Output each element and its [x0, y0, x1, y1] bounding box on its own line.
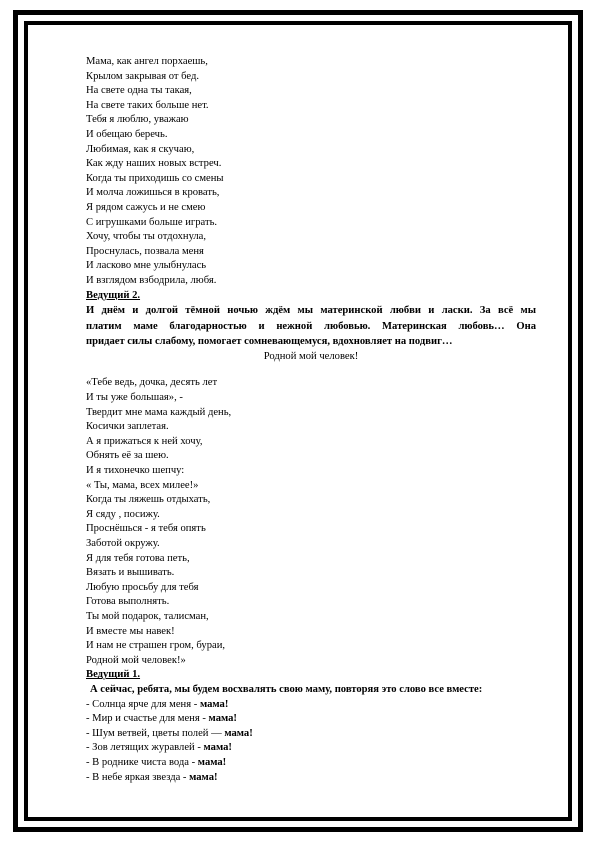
call-line — [86, 727, 536, 742]
poem-line: Я для тебя готова петь, — [86, 552, 190, 564]
poem-line: Когда ты приходишь со смены — [86, 172, 224, 184]
call-line — [86, 698, 536, 713]
response-word: мама! — [203, 742, 232, 754]
call-line — [86, 756, 536, 771]
poem-line: Тебя я люблю, уважаю — [86, 114, 189, 126]
speaker-heading-1: Ведущий 1. — [86, 669, 141, 681]
poem-line: И взглядом взбодрила, любя. — [86, 274, 217, 286]
poem-line: Как жду наших новых встреч. — [86, 158, 222, 170]
response-word: мама! — [199, 698, 229, 710]
speaker-heading-2: Ведущий 2. — [86, 289, 141, 301]
poem-line: Хочу, чтобы ты отдохнула, — [86, 231, 207, 243]
poem-line: Ты мой подарок, талисман, — [86, 610, 209, 622]
poem-line: И я тихонечко шепчу: — [86, 465, 185, 477]
poem-line: «Тебе ведь, дочка, десять лет — [86, 377, 218, 389]
poem-line: Проснулась, позвала меня — [86, 245, 204, 257]
poem-line: С игрушками больше играть. — [86, 216, 218, 228]
call-text: - Солнца ярче для меня - — [86, 698, 200, 710]
centered-line: Родной мой человек! — [263, 350, 359, 362]
poem-line: Родной мой человек!» — [86, 654, 186, 666]
response-word: мама! — [208, 713, 237, 725]
spacer — [86, 364, 536, 376]
poem-line: Я сяду , посижу. — [86, 508, 160, 520]
speaker-1-intro: А сейчас, ребята, мы будем восхвалять свою маму, повторяя это слово все вместе: — [90, 683, 483, 695]
call-line — [86, 741, 536, 756]
poem-daughter — [86, 376, 536, 668]
poem-line: Я рядом сажусь и не смею — [86, 201, 206, 213]
paragraph-line: придает силы слабому, помогает сомневающемуся, вдохновляет на подвиг… — [86, 336, 453, 348]
poem-line: И нам не страшен гром, бураи, — [86, 640, 226, 652]
poem-line: Твердит мне мама каждый день, — [86, 406, 232, 418]
poem-line: И обещаю беречь. — [86, 128, 168, 140]
speaker-2-paragraph — [86, 303, 536, 350]
poem-line: « Ты, мама, всех милее!» — [86, 479, 199, 491]
poem-mama-angel — [86, 55, 536, 289]
document-body — [86, 55, 536, 785]
poem-line: Обнять её за шею. — [86, 450, 169, 462]
poem-line: И вместе мы навек! — [86, 625, 175, 637]
poem-line: На свете таких больше нет. — [86, 99, 209, 111]
poem-line: И ласково мне улыбнулась — [86, 260, 207, 272]
call-text: - Мир и счастье для меня - — [86, 713, 209, 725]
poem-line: Косички заплетая. — [86, 421, 169, 433]
response-word: мама! — [189, 771, 218, 783]
poem-line: Готова выполнять. — [86, 596, 170, 608]
call-and-response-list — [86, 698, 536, 786]
poem-line: И ты уже большая», - — [86, 392, 183, 404]
poem-line: Мама, как ангел порхаешь, — [86, 56, 208, 67]
call-line — [86, 771, 536, 786]
call-text: - В роднике чиста вода - — [86, 756, 198, 768]
call-text: - Шум ветвей, цветы полей — — [86, 727, 225, 739]
call-line — [86, 712, 536, 727]
poem-line: Любимая, как я скучаю, — [86, 143, 195, 155]
poem-line: Крылом закрывая от бед. — [86, 70, 200, 82]
poem-line: Проснёшься - я тебя опять — [86, 523, 206, 535]
call-text: - В небе яркая звезда - — [86, 771, 190, 783]
poem-line: Любую просьбу для тебя — [86, 581, 199, 593]
poem-line: А я прижаться к ней хочу, — [86, 435, 203, 447]
poem-line: Заботой окружу. — [86, 538, 160, 549]
paragraph-line: И днём и долгой тёмной ночью ждём мы материнской любви и ласки. За всё мы — [86, 305, 536, 317]
response-word: мама! — [197, 756, 227, 768]
poem-line: На свете одна ты такая, — [86, 85, 192, 97]
poem-line: Когда ты ляжешь отдыхать, — [86, 494, 211, 506]
paragraph-line: платим маме благодарностью и нежной любовью. Материнская любовь… Она — [86, 320, 536, 332]
call-text: - Зов летящих журавлей - — [86, 742, 204, 754]
poem-line: И молча ложишься в кровать, — [86, 187, 220, 199]
response-word: мама! — [224, 727, 253, 739]
poem-line: Вязать и вышивать. — [86, 567, 175, 579]
